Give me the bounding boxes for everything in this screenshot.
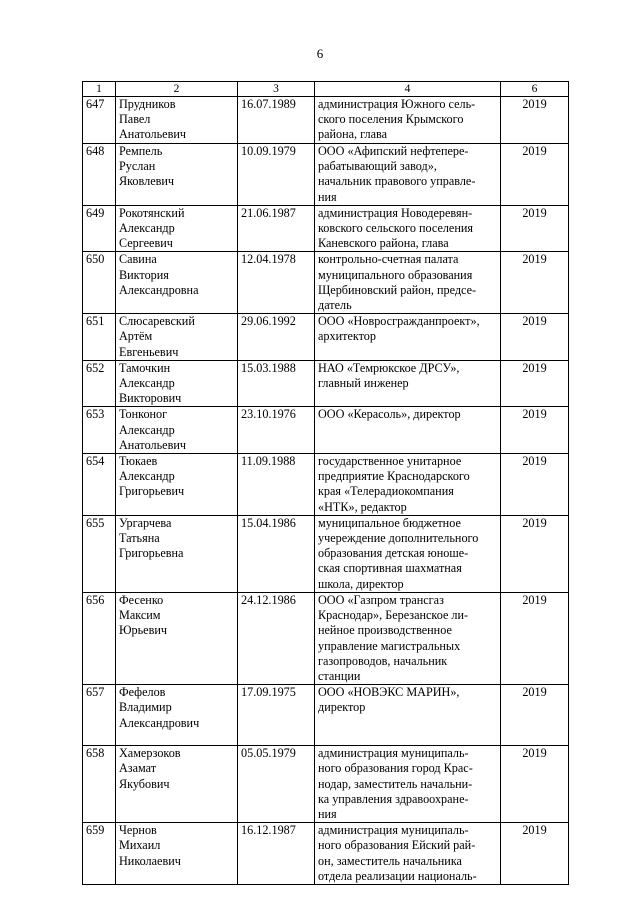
cell-number: 659 (83, 823, 116, 885)
position-line: администрация муниципаль- (318, 823, 469, 838)
cell-position (315, 592, 501, 684)
cell-birth-date: 21.06.1987 (238, 205, 315, 252)
cell-position (315, 515, 501, 592)
cell-birth-date: 15.03.1988 (238, 360, 315, 407)
name-line: Чернов (119, 823, 157, 838)
name-line: Прудников (119, 97, 176, 111)
position-line: ния (318, 189, 337, 204)
cell-number: 652 (83, 360, 116, 407)
table-header (83, 82, 569, 97)
name-line: Юрьевич (119, 623, 167, 638)
position-line: Щербиновский район, предсе- (318, 282, 477, 297)
cell-full-name (116, 592, 238, 684)
position-line: «НТК», редактор (318, 499, 407, 514)
cell-year: 2019 (501, 592, 569, 684)
table-row (83, 314, 569, 361)
table-row (83, 746, 569, 823)
position-line: главный инженер (318, 376, 409, 391)
register-table (82, 81, 569, 885)
name-line: Александр (119, 469, 175, 484)
position-line: района, глава (318, 127, 388, 142)
position-line: школа, директор (318, 576, 404, 591)
name-line: Владимир (119, 700, 172, 715)
position-line: ского поселения Крымского (318, 112, 464, 127)
cell-number: 655 (83, 515, 116, 592)
name-line: Александрович (119, 715, 200, 730)
header-col-6: 6 (501, 82, 569, 97)
name-line: Ремпель (119, 144, 163, 158)
position-line: муниципального образования (318, 267, 473, 282)
cell-full-name (116, 515, 238, 592)
position-line: газопроводов, начальник (318, 653, 448, 668)
table-row (83, 97, 569, 144)
position-line: ного образования Ейский рай- (318, 838, 476, 853)
cell-birth-date: 12.04.1978 (238, 252, 315, 314)
name-line: Савина (119, 252, 157, 267)
position-line: края «Телерадиокомпания (318, 484, 454, 499)
position-line: нейное производственное (318, 623, 452, 638)
position-line: отдела реализации националь- (318, 868, 477, 883)
cell-full-name (116, 454, 238, 516)
name-line: Виктория (119, 267, 169, 282)
cell-birth-date: 29.06.1992 (238, 314, 315, 361)
name-line: Фефелов (119, 685, 166, 700)
cell-full-name (116, 144, 238, 206)
name-line: Михаил (119, 838, 161, 853)
position-line: ская спортивная шахматная (318, 561, 462, 576)
cell-birth-date: 05.05.1979 (238, 746, 315, 823)
name-line: Тонконог (119, 407, 168, 422)
cell-position (315, 454, 501, 516)
position-line: он, заместитель начальника (318, 853, 462, 868)
cell-birth-date: 23.10.1976 (238, 407, 315, 454)
position-line: ООО «Керасоль», директор (318, 407, 461, 422)
header-row (83, 82, 569, 97)
position-line: ООО «Афипский нефтепере- (318, 144, 469, 158)
cell-full-name (116, 205, 238, 252)
cell-number: 648 (83, 144, 116, 206)
cell-position (315, 314, 501, 361)
cell-full-name (116, 252, 238, 314)
name-line: Евгеньевич (119, 344, 179, 359)
cell-position (315, 823, 501, 885)
cell-number: 649 (83, 205, 116, 252)
cell-position (315, 144, 501, 206)
cell-year: 2019 (501, 252, 569, 314)
position-line: ковского сельского поселения (318, 221, 473, 236)
cell-full-name (116, 360, 238, 407)
header-col-3: 3 (238, 82, 315, 97)
position-line: рабатывающий завод», (318, 159, 437, 174)
position-line: администрация Южного сель- (318, 97, 476, 111)
name-line: Якубович (119, 776, 170, 791)
cell-full-name (116, 97, 238, 144)
position-line: ка управления здравоохране- (318, 791, 469, 806)
cell-year: 2019 (501, 144, 569, 206)
position-line: директор (318, 700, 366, 715)
table-row (83, 360, 569, 407)
cell-number: 651 (83, 314, 116, 361)
position-line: нодар, заместитель начальни- (318, 776, 473, 791)
name-line: Фесенко (119, 592, 164, 607)
name-line: Александр (119, 221, 175, 236)
position-line: предприятие Краснодарского (318, 469, 470, 484)
cell-birth-date: 11.09.1988 (238, 454, 315, 516)
name-line: Максим (119, 608, 161, 623)
name-line: Татьяна (119, 531, 160, 546)
position-line: управление магистральных (318, 638, 461, 653)
name-line: Александровна (119, 282, 199, 297)
cell-birth-date: 17.09.1975 (238, 685, 315, 746)
cell-position (315, 205, 501, 252)
name-line: Сергеевич (119, 236, 173, 251)
position-line: ООО «Газпром трансгаз (318, 592, 444, 607)
position-line: Краснодар», Березанское ли- (318, 608, 469, 623)
cell-year: 2019 (501, 97, 569, 144)
position-line: администрация Новодеревян- (318, 205, 473, 220)
page-number: 6 (316, 46, 324, 61)
cell-number: 653 (83, 407, 116, 454)
cell-position (315, 360, 501, 407)
cell-position (315, 685, 501, 746)
cell-position (315, 746, 501, 823)
cell-birth-date: 16.12.1987 (238, 823, 315, 885)
name-line: Тюкаев (119, 454, 158, 469)
cell-year: 2019 (501, 454, 569, 516)
cell-position (315, 407, 501, 454)
table-row (83, 144, 569, 206)
cell-full-name (116, 314, 238, 361)
cell-year: 2019 (501, 746, 569, 823)
position-line: образования детская юноше- (318, 546, 469, 561)
name-line: Азамат (119, 761, 157, 776)
cell-birth-date: 15.04.1986 (238, 515, 315, 592)
position-line: муниципальное бюджетное (318, 515, 461, 530)
position-line: датель (318, 298, 352, 313)
cell-year: 2019 (501, 360, 569, 407)
cell-number: 647 (83, 97, 116, 144)
position-line: станции (318, 668, 361, 683)
name-line: Анатольевич (119, 437, 186, 452)
name-line: Николаевич (119, 853, 181, 868)
name-line: Александр (119, 422, 175, 437)
name-line: Руслан (119, 159, 156, 174)
name-line: Павел (119, 112, 151, 127)
position-line: администрация муниципаль- (318, 746, 469, 761)
cell-year: 2019 (501, 205, 569, 252)
name-line: Анатольевич (119, 127, 186, 142)
name-line: Тамочкин (119, 360, 171, 375)
position-line: ного образования город Крас- (318, 761, 473, 776)
table-row (83, 515, 569, 592)
cell-full-name (116, 685, 238, 746)
position-line: архитектор (318, 329, 376, 344)
table-row (83, 823, 569, 885)
name-line: Артём (119, 329, 153, 344)
name-line: Григорьевич (119, 484, 185, 499)
name-line: Яковлевич (119, 174, 175, 189)
cell-number: 658 (83, 746, 116, 823)
cell-number: 650 (83, 252, 116, 314)
name-line: Григорьевна (119, 546, 184, 561)
position-line: контрольно-счетная палата (318, 252, 459, 267)
cell-year: 2019 (501, 407, 569, 454)
cell-birth-date: 10.09.1979 (238, 144, 315, 206)
cell-number: 657 (83, 685, 116, 746)
cell-position (315, 97, 501, 144)
position-line: ния (318, 806, 337, 821)
header-col-1: 1 (83, 82, 116, 97)
table-row (83, 252, 569, 314)
name-line: Слюсаревский (119, 314, 195, 329)
cell-birth-date: 24.12.1986 (238, 592, 315, 684)
cell-year: 2019 (501, 515, 569, 592)
cell-year: 2019 (501, 314, 569, 361)
cell-full-name (116, 746, 238, 823)
table-row (83, 454, 569, 516)
cell-year: 2019 (501, 685, 569, 746)
name-line: Ургарчева (119, 515, 172, 530)
header-col-2: 2 (116, 82, 238, 97)
name-line: Александр (119, 376, 175, 391)
position-line: Каневского района, глава (318, 236, 449, 251)
cell-year: 2019 (501, 823, 569, 885)
name-line: Викторович (119, 391, 182, 406)
name-line: Хамерзоков (119, 746, 181, 761)
cell-position (315, 252, 501, 314)
cell-full-name (116, 823, 238, 885)
position-line: учереждение дополнительного (318, 531, 479, 546)
header-col-4: 4 (315, 82, 501, 97)
table-row (83, 407, 569, 454)
table-row (83, 592, 569, 684)
table-body (83, 97, 569, 885)
position-line: НАО «Темрюкское ДРСУ», (318, 360, 460, 375)
position-line: ООО «Новросгражданпроект», (318, 314, 480, 329)
cell-full-name (116, 407, 238, 454)
cell-number: 656 (83, 592, 116, 684)
name-line: Рокотянский (119, 205, 185, 220)
cell-birth-date: 16.07.1989 (238, 97, 315, 144)
position-line: начальник правового управле- (318, 174, 476, 189)
table-row (83, 685, 569, 746)
position-line: ООО «НОВЭКС МАРИН», (318, 685, 460, 700)
position-line: государственное унитарное (318, 454, 462, 469)
table-row (83, 205, 569, 252)
cell-number: 654 (83, 454, 116, 516)
